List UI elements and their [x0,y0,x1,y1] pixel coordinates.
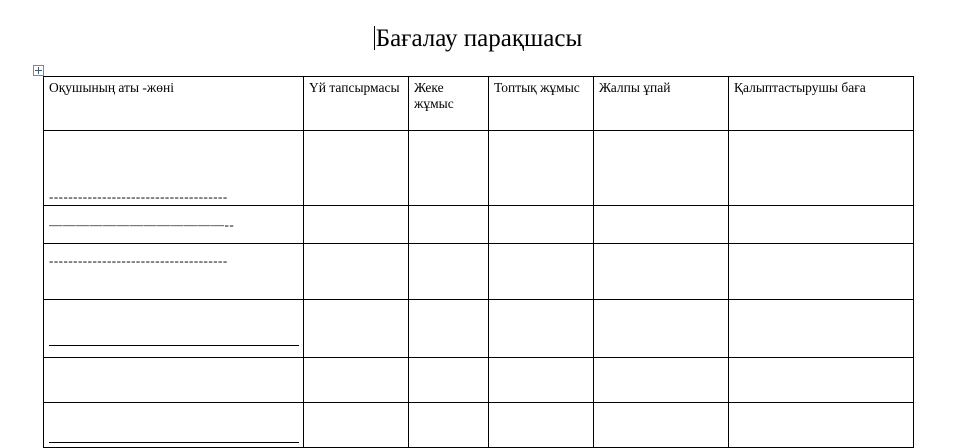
cell-individual-work[interactable] [409,403,489,448]
cell-group-work[interactable] [489,300,594,358]
table-move-handle-icon[interactable] [33,65,44,76]
cell-total-points[interactable] [594,300,729,358]
page-title-text: Бағалау парақшасы [375,25,583,52]
cell-total-points[interactable] [594,206,729,244]
cell-total-points[interactable] [594,244,729,300]
table-row [44,358,914,403]
cell-homework[interactable] [304,358,409,403]
cell-group-work[interactable] [489,206,594,244]
cell-group-work[interactable] [489,244,594,300]
grade-table [43,76,914,448]
cell-group-work[interactable] [489,403,594,448]
name-dotted-line: —————————————-- [49,217,235,232]
cell-formative-grade[interactable] [729,244,914,300]
table-row [44,244,914,300]
cell-individual-work[interactable] [409,244,489,300]
cell-homework[interactable] [304,300,409,358]
cell-group-work[interactable] [489,131,594,206]
column-header-group-work: Топтық жұмыс [489,77,594,131]
name-underline-rule [49,345,299,346]
cell-group-work[interactable] [489,358,594,403]
table-row [44,300,914,358]
cell-formative-grade[interactable] [729,300,914,358]
cell-homework[interactable] [304,403,409,448]
table-row [44,403,914,448]
cell-formative-grade[interactable] [729,131,914,206]
cell-total-points[interactable] [594,358,729,403]
table-row [44,131,914,206]
cell-formative-grade[interactable] [729,358,914,403]
name-underline-rule [49,442,299,443]
cell-individual-work[interactable] [409,131,489,206]
cell-student-name[interactable] [44,358,304,403]
text-caret [374,26,375,50]
cell-total-points[interactable] [594,131,729,206]
cell-individual-work[interactable] [409,206,489,244]
cell-homework[interactable] [304,131,409,206]
name-dotted-line: ------------------------------------- [49,253,228,268]
column-header-individual-work: Жеке жұмыс [409,77,489,131]
cell-total-points[interactable] [594,403,729,448]
cell-formative-grade[interactable] [729,403,914,448]
cell-student-name[interactable] [44,206,304,244]
table-row [44,206,914,244]
cell-student-name[interactable] [44,244,304,300]
name-dotted-line: ------------------------------------- [49,189,228,204]
cell-homework[interactable] [304,244,409,300]
column-header-formative-grade: Қалыптастырушы баға [729,77,914,131]
cell-student-name[interactable] [44,403,304,448]
column-header-homework: Үй тапсырмасы [304,77,409,131]
page-title [0,24,956,54]
cell-homework[interactable] [304,206,409,244]
cell-individual-work[interactable] [409,300,489,358]
table-header-row [44,77,914,131]
column-header-student-name: Оқушының аты -жөні [44,77,304,131]
cell-student-name[interactable] [44,300,304,358]
column-header-total-points: Жалпы ұпай [594,77,729,131]
cell-formative-grade[interactable] [729,206,914,244]
cell-student-name[interactable] [44,131,304,206]
cell-individual-work[interactable] [409,358,489,403]
